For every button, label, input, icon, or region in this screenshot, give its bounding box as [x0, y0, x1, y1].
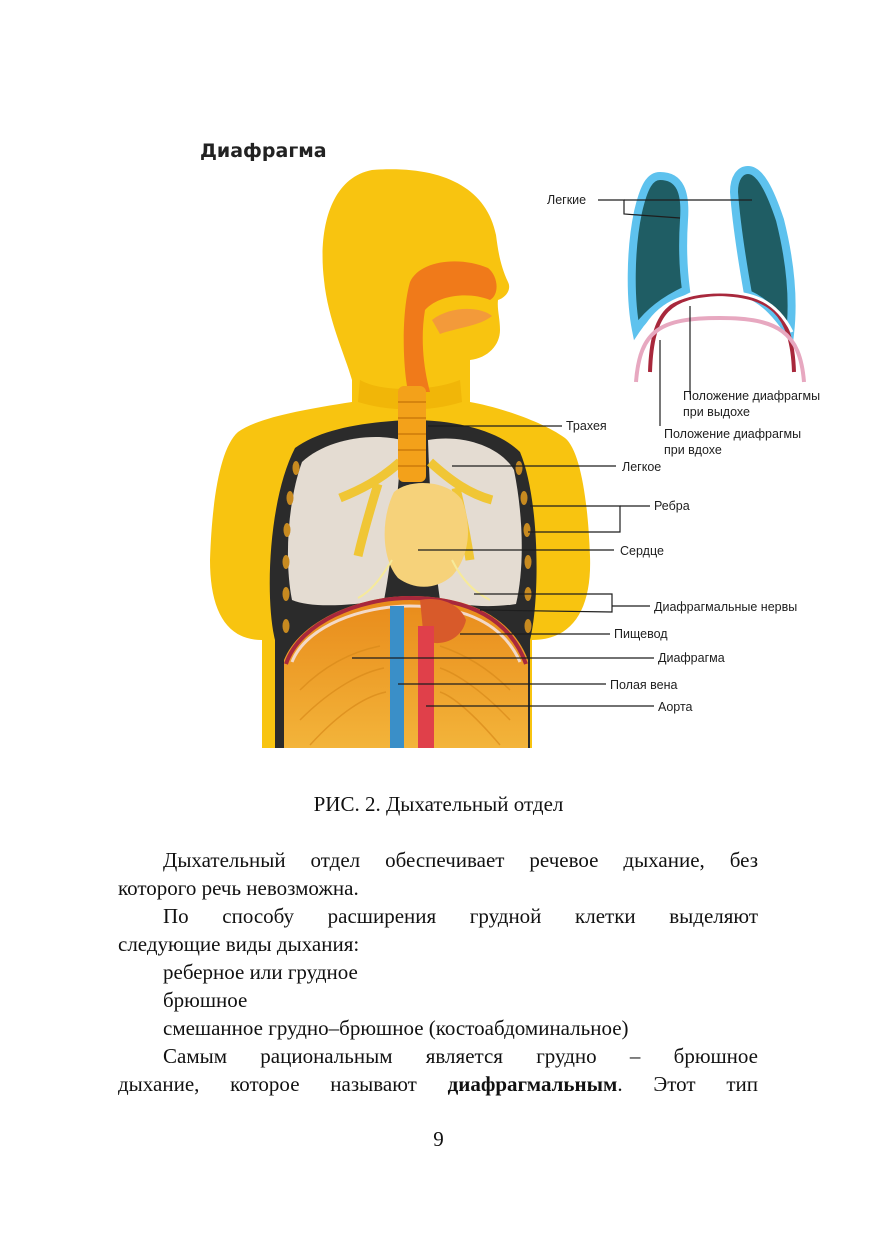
bold-term-diaphragmatic: диафрагмальным: [447, 1072, 618, 1096]
label-exhale-line2: при выдохе: [683, 405, 750, 419]
label-vena-cava: Полая вена: [610, 678, 678, 692]
aorta: [418, 626, 434, 748]
label-exhale-line1: Положение диафрагмы: [683, 389, 821, 403]
label-aorta: Аорта: [658, 700, 693, 714]
paragraph-1-line-2: которого речь невозможна.: [118, 876, 359, 900]
label-inhale-line1: Положение диафрагмы: [664, 427, 802, 441]
page-number: 9: [433, 1127, 444, 1151]
inset-left-lung: [632, 176, 686, 330]
label-phrenic-nerves: Диафрагмальные нервы: [654, 600, 798, 614]
label-ribs: Ребра: [654, 499, 690, 513]
inset-right-lung: [734, 170, 792, 334]
figure-title: Диафрагма: [200, 140, 327, 162]
list-item-1: реберное или грудное: [163, 960, 358, 984]
list-item-3: смешанное грудно–брюшное (костоабдоминальное): [163, 1016, 629, 1040]
label-esophagus: Пищевод: [614, 627, 668, 641]
body-text: [118, 846, 758, 1098]
inset-diaphragm-inhale: [636, 318, 804, 382]
label-lungs-inset: Легкие: [547, 193, 587, 207]
paragraph-1-line-1: Дыхательный отдел обеспечивает речевое дыхание, без: [163, 848, 758, 872]
label-heart: Сердце: [620, 544, 664, 558]
label-trachea: Трахея: [566, 419, 607, 433]
paragraph-3-text-a: дыхание, которое называют: [118, 1072, 448, 1096]
paragraph-3-line-1: Самым рациональным является грудно – брюшное: [163, 1044, 758, 1068]
paragraph-3-line-2: [118, 1070, 758, 1098]
vena-cava: [390, 606, 404, 748]
left-lung: [288, 437, 402, 605]
inset-diagram: [632, 170, 804, 382]
label-inhale-line2: при вдохе: [664, 443, 722, 457]
heart: [385, 483, 468, 587]
label-lung: Легкое: [622, 460, 662, 474]
paragraph-2-line-1: По способу расширения грудной клетки выделяют: [163, 904, 758, 928]
figure-caption: РИС. 2. Дыхательный отдел: [313, 792, 564, 816]
list-item-2: брюшное: [163, 988, 248, 1012]
label-diaphragm: Диафрагма: [658, 651, 725, 665]
paragraph-2-line-2: следующие виды дыхания:: [118, 932, 360, 956]
paragraph-3-text-b: . Этот тип: [617, 1072, 758, 1096]
